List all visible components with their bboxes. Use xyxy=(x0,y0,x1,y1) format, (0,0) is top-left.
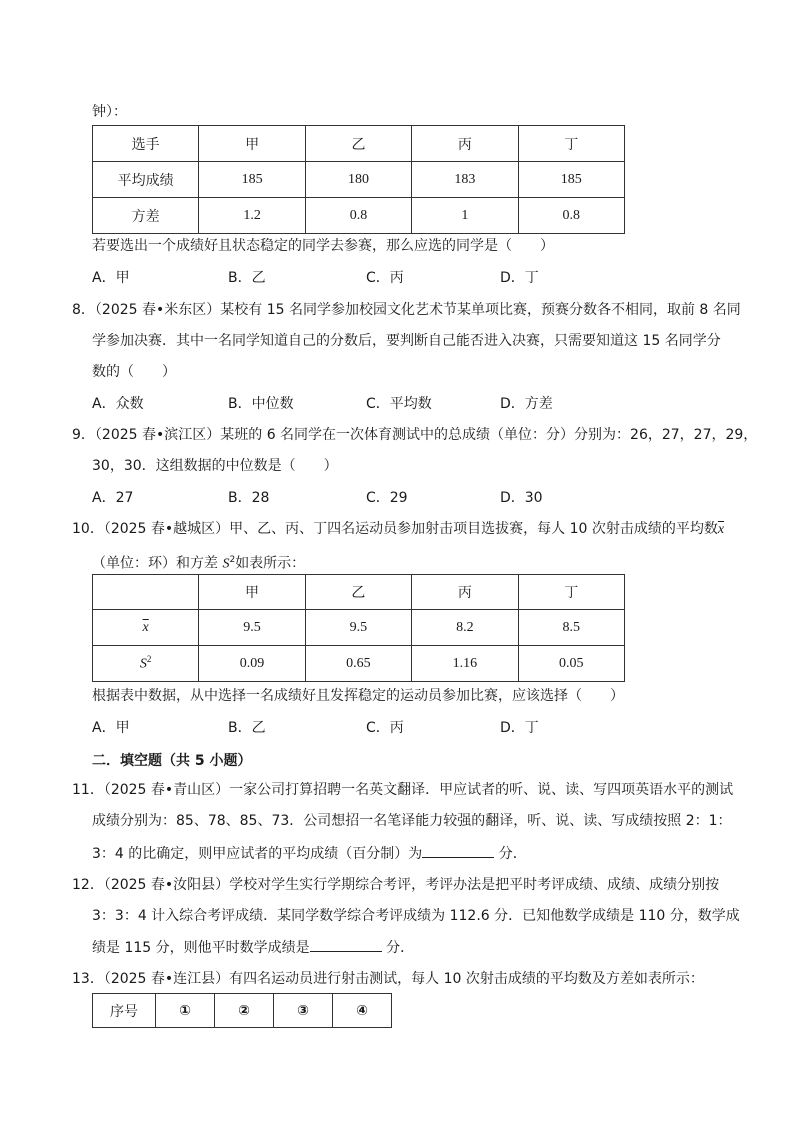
q7-header-cell: 乙 xyxy=(305,126,411,162)
q10-cell: 8.5 xyxy=(518,610,624,646)
q8-option-d: D．方差 xyxy=(500,396,553,412)
q7-header-cell: 丙 xyxy=(412,126,518,162)
q7-table xyxy=(92,125,625,234)
q10-cell: 8.2 xyxy=(412,610,518,646)
section-title: 二．填空题（共 5 小题） xyxy=(92,753,252,769)
q8-line: 8．（2025 春•米东区）某校有 15 名同学参加校园文化艺术节某单项比赛，预赛分数各不相同，取前 8 名同 xyxy=(72,302,741,318)
q7-cell: 0.8 xyxy=(518,198,624,234)
q13-table xyxy=(92,993,392,1028)
q10-row-label-variance xyxy=(93,646,199,682)
q10-cell: 0.09 xyxy=(199,646,305,682)
q9-line: 9．（2025 春•滨江区）某班的 6 名同学在一次体育测试中的总成绩（单位：分）分别为：26，27，27，29， xyxy=(72,427,758,443)
q10-header-cell xyxy=(93,575,199,610)
q10-row-label-mean xyxy=(93,610,199,646)
q12-line3-text-a: 绩是 115 分，则他平时数学成绩是 xyxy=(92,940,310,956)
q10-mean-label: $\overline{x}$ xyxy=(142,619,149,635)
q10-cell: 0.05 xyxy=(518,646,624,682)
q7-cell: 185 xyxy=(199,162,305,198)
q8-line: 数的（ ） xyxy=(92,364,176,380)
q7-option-d: D．丁 xyxy=(500,270,539,286)
q10-header-cell: 乙 xyxy=(305,575,411,610)
q10-header-cell: 丁 xyxy=(518,575,624,610)
q10-header-cell: 丙 xyxy=(412,575,518,610)
q11-line1: 11．（2025 春•青山区）一家公司打算招聘一名英文翻译．甲应试者的听、说、读、写四项英语水平的测试 xyxy=(72,782,734,798)
q8-option-b: B．中位数 xyxy=(228,396,294,412)
q13-header-cell: ③ xyxy=(274,994,333,1028)
q7-option-a: A．甲 xyxy=(92,270,130,286)
q12-answer-blank[interactable] xyxy=(310,937,382,952)
q8-option-c: C．平均数 xyxy=(366,396,432,412)
q10-option-c: C．丙 xyxy=(366,720,404,736)
q8-line: 学参加决赛．其中一名同学知道自己的分数后，要判断自己能否进入决赛，只需要知道这 15 名同学分 xyxy=(92,333,721,349)
q7-cell: 185 xyxy=(518,162,624,198)
q7-header-cell: 丁 xyxy=(518,126,624,162)
q10-cell: 9.5 xyxy=(305,610,411,646)
q10-line2 xyxy=(92,550,305,575)
q10-variance-exp: 2 xyxy=(229,555,236,565)
q10-question: 根据表中数据，从中选择一名成绩好且发挥稳定的运动员参加比赛，应该选择（ ） xyxy=(92,688,624,704)
q10-line1 xyxy=(72,519,724,540)
q11-line3 xyxy=(92,843,527,864)
q9-option-a: A．27 xyxy=(92,490,134,506)
q10-option-b: B．乙 xyxy=(228,720,266,736)
q7-cell: 0.8 xyxy=(305,198,411,234)
q9-line: 30，30．这组数据的中位数是（ ） xyxy=(92,458,338,474)
q11-answer-blank[interactable] xyxy=(422,843,494,858)
q7-header-cell: 选手 xyxy=(93,126,199,162)
q10-header-cell: 甲 xyxy=(199,575,305,610)
q10-mean-symbol: $\overline{x}$ xyxy=(717,522,725,537)
q10-cell: 1.16 xyxy=(412,646,518,682)
q7-cell: 1 xyxy=(412,198,518,234)
q10-variance-symbol: S xyxy=(222,556,230,572)
q10-option-d: D．丁 xyxy=(500,720,539,736)
q11-line3-text-a: 3：4 的比确定，则甲应试者的平均成绩（百分制）为 xyxy=(92,846,423,862)
q11-line2: 成绩分别为：85、78、85、73．公司想招一名笔译能力较强的翻译，听、说、读、写成绩按照 2：1： xyxy=(92,813,732,829)
q13-header-cell: ④ xyxy=(333,994,392,1028)
q7-header-cell: 甲 xyxy=(199,126,305,162)
q10-line1-text: 10．（2025 春•越城区）甲、乙、丙、丁四名运动员参加射击项目选拔赛，每人 10 次射击成绩的平均数 xyxy=(72,521,718,537)
q7-cell: 183 xyxy=(412,162,518,198)
q10-cell: 9.5 xyxy=(199,610,305,646)
q7-cell: 180 xyxy=(305,162,411,198)
q13-line1: 13．（2025 春•连江县）有四名运动员进行射击测试，每人 10 次射击成绩的平均数及方差如表所示： xyxy=(72,971,704,987)
q10-variance-label: S xyxy=(139,656,147,672)
q8-option-a: A．众数 xyxy=(92,396,144,412)
q12-line2: 3：3：4 计入综合考评成绩．某同学数学综合考评成绩为 112.6 分．已知他数学成绩是 110 分，数学成 xyxy=(92,908,740,924)
q7-intro-tail: 钟）： xyxy=(92,104,127,120)
q7-row-label: 方差 xyxy=(93,198,199,234)
q7-row-label: 平均成绩 xyxy=(93,162,199,198)
q10-cell: 0.65 xyxy=(305,646,411,682)
q10-variance-label-exp: 2 xyxy=(146,654,152,665)
q12-line3 xyxy=(92,937,414,958)
q10-option-a: A．甲 xyxy=(92,720,130,736)
q13-header-cell: 序号 xyxy=(93,994,156,1028)
q11-line3-text-b: 分． xyxy=(494,846,527,862)
q12-line1: 12．（2025 春•汝阳县）学校对学生实行学期综合考评，考评办法是把平时考评成绩、成绩、成绩分别按 xyxy=(72,877,720,893)
q9-option-d: D．30 xyxy=(500,490,543,506)
q13-header-cell: ② xyxy=(215,994,274,1028)
q10-table xyxy=(92,574,625,682)
q7-question: 若要选出一个成绩好且状态稳定的同学去参赛，那么应选的同学是（ ） xyxy=(92,238,554,254)
q10-line2-text-a: （单位：环）和方差 xyxy=(92,555,223,572)
q7-option-b: B．乙 xyxy=(228,270,266,286)
q13-header-cell: ① xyxy=(156,994,215,1028)
q9-option-b: B．28 xyxy=(228,490,270,506)
q7-option-c: C．丙 xyxy=(366,270,404,286)
q10-line2-text-b: 如表所示： xyxy=(235,555,306,572)
q12-line3-text-b: 分． xyxy=(381,940,415,956)
q9-option-c: C．29 xyxy=(366,490,408,506)
q7-cell: 1.2 xyxy=(199,198,305,234)
